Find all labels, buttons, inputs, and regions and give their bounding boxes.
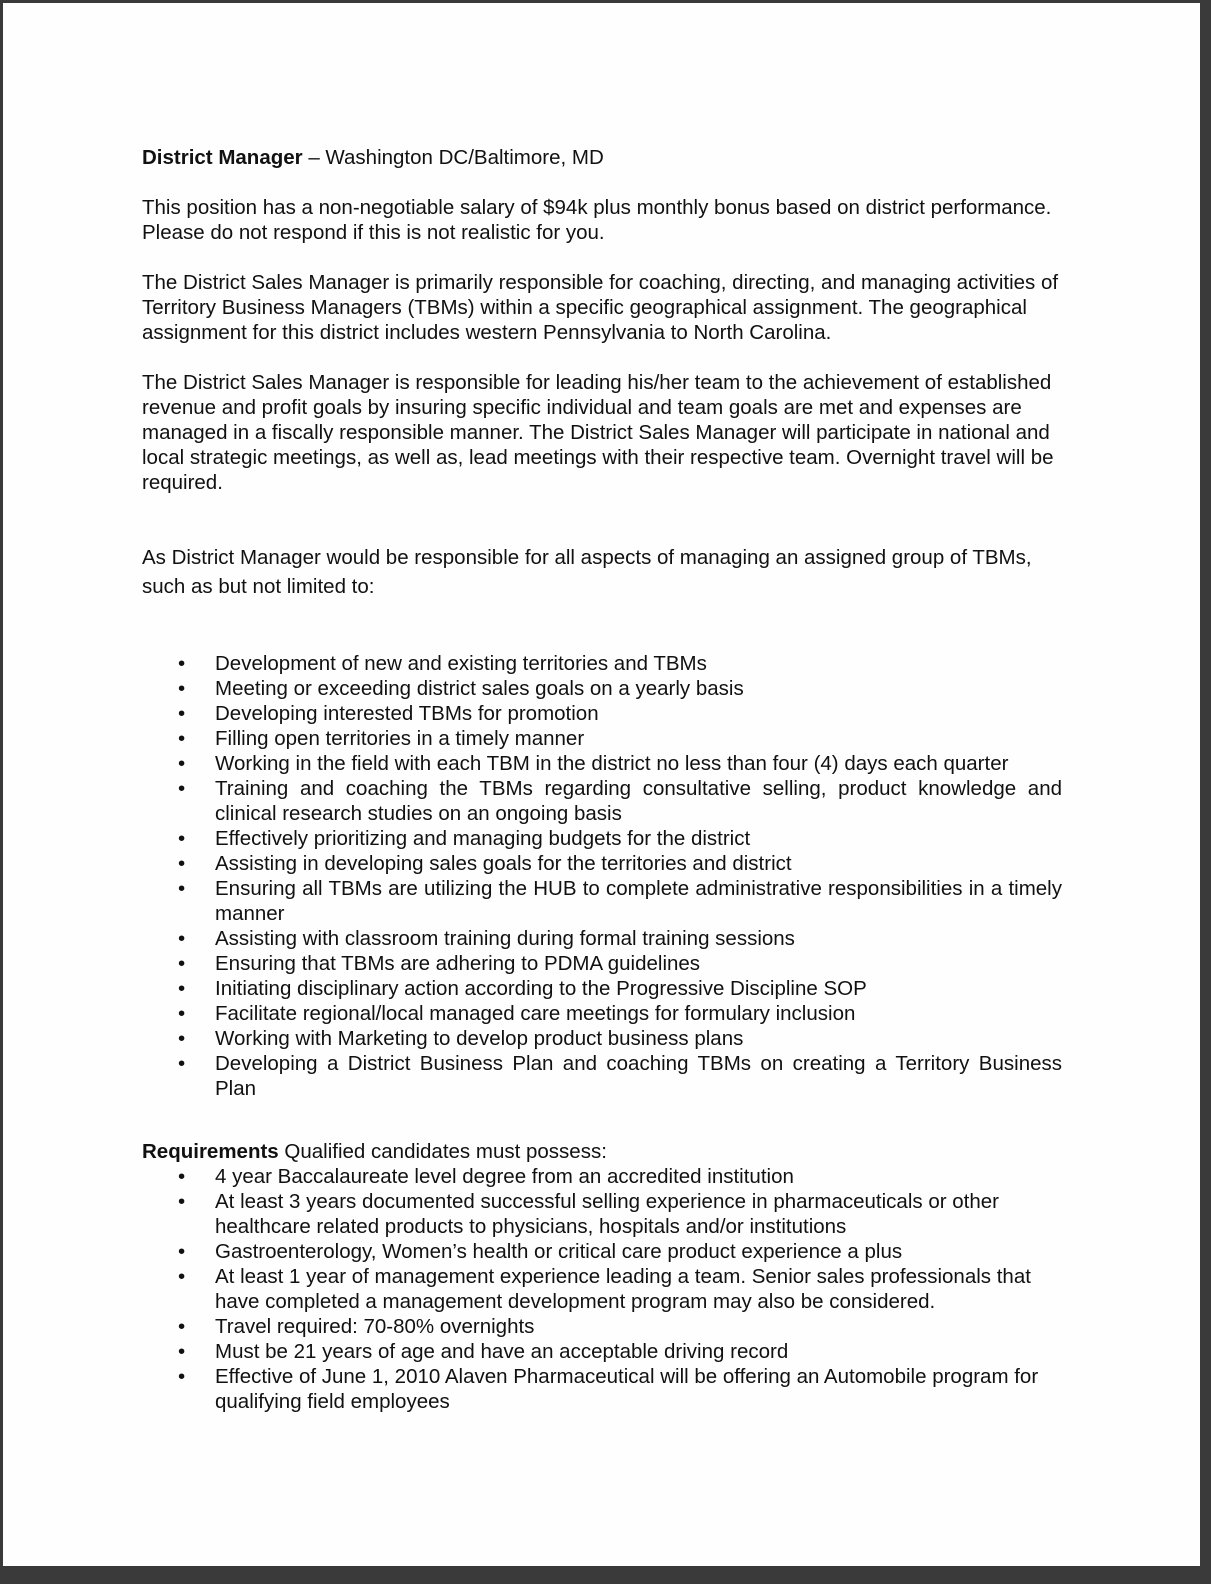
bullet-icon: •	[178, 827, 186, 850]
list-item: • Meeting or exceeding district sales goals on a yearly basis	[178, 677, 744, 700]
list-item: • Training and coaching the TBMs regarding consultative selling, product knowledge and clinical research studies on an ongoing basis	[178, 777, 1062, 825]
bullet-icon: •	[178, 1240, 186, 1263]
bullet-icon: •	[178, 927, 186, 950]
bullet-icon: •	[178, 1190, 186, 1213]
duties-list	[142, 651, 1062, 1101]
bullet-icon: •	[178, 977, 186, 1000]
list-item: • Developing a District Business Plan and coaching TBMs on creating a Territory Business Plan	[178, 1052, 1062, 1100]
bullet-icon: •	[178, 652, 186, 675]
list-item: • Travel required: 70-80% overnights	[178, 1315, 535, 1338]
list-item: • Development of new and existing territories and TBMs	[178, 652, 707, 675]
list-item: • Effective of June 1, 2010 Alaven Pharmaceutical will be offering an Automobile program for qualifying field employees	[178, 1365, 1039, 1413]
bullet-icon: •	[178, 1052, 186, 1075]
bullet-icon: •	[178, 1365, 186, 1388]
requirements-label: Requirements	[142, 1140, 279, 1163]
bullet-icon: •	[178, 1315, 186, 1338]
list-item: • Effectively prioritizing and managing budgets for the district	[178, 827, 751, 850]
list-item: • Filling open territories in a timely manner	[178, 727, 585, 750]
salary-paragraph: This position has a non-negotiable salary of $94k plus monthly bonus based on district performance. Please do not respond if this is not realistic for you.	[142, 196, 1052, 244]
list-item: • Ensuring that TBMs are adhering to PDMA guidelines	[178, 952, 701, 975]
job-title	[142, 145, 1062, 170]
job-title-location: – Washington DC/Baltimore, MD	[302, 146, 604, 169]
bullet-icon: •	[178, 952, 186, 975]
requirements-intro: Qualified candidates must possess:	[278, 1140, 607, 1163]
list-item: • Facilitate regional/local managed care meetings for formulary inclusion	[178, 1002, 856, 1025]
list-item: • Developing interested TBMs for promotion	[178, 702, 599, 725]
responsibility-paragraph: The District Sales Manager is responsible for leading his/her team to the achievement of established revenue and profit goals by insuring specific individual and team goals are met and expenses are managed in a fiscally responsible manner. The District Sales Manager will participate in national and local strategic meetings, as well as, lead meetings with their respective team. Overnight travel will be required.	[142, 371, 1054, 494]
list-item: • Working with Marketing to develop product business plans	[178, 1027, 744, 1050]
list-item: • Working in the field with each TBM in the district no less than four (4) days each quarter	[178, 752, 1009, 775]
bullet-icon: •	[178, 852, 186, 875]
document-content	[142, 145, 1062, 1414]
document-page	[3, 3, 1208, 1581]
job-title-role: District Manager	[142, 146, 303, 169]
bullet-icon: •	[178, 777, 186, 800]
bullet-icon: •	[178, 877, 186, 900]
bullet-icon: •	[178, 1265, 186, 1288]
requirements-heading	[142, 1139, 1062, 1164]
bullet-icon: •	[178, 1002, 186, 1025]
duties-intro-paragraph: As District Manager would be responsible for all aspects of managing an assigned group of TBMs, such as but not limited to:	[142, 546, 1032, 598]
list-item: • Must be 21 years of age and have an acceptable driving record	[178, 1340, 789, 1363]
bullet-icon: •	[178, 1165, 186, 1188]
list-item: • 4 year Baccalaureate level degree from an accredited institution	[178, 1165, 794, 1188]
bullet-icon: •	[178, 727, 186, 750]
bullet-icon: •	[178, 677, 186, 700]
bullet-icon: •	[178, 1340, 186, 1363]
list-item: • Initiating disciplinary action according to the Progressive Discipline SOP	[178, 977, 867, 1000]
requirements-list	[142, 1164, 1062, 1414]
list-item: • Ensuring all TBMs are utilizing the HUB to complete administrative responsibilities in a timely manner	[178, 877, 1062, 925]
list-item: • At least 1 year of management experience leading a team. Senior sales professionals that have completed a management development program may also be considered.	[178, 1265, 1031, 1313]
list-item: • Assisting with classroom training during formal training sessions	[178, 927, 795, 950]
bullet-icon: •	[178, 1027, 186, 1050]
role-summary-paragraph: The District Sales Manager is primarily responsible for coaching, directing, and managing activities of Territory Business Managers (TBMs) within a specific geographical assignment. The geographical assignment for this district includes western Pennsylvania to North Carolina.	[142, 271, 1059, 344]
list-item: • Gastroenterology, Women’s health or critical care product experience a plus	[178, 1240, 903, 1263]
list-item: • Assisting in developing sales goals for the territories and district	[178, 852, 792, 875]
bullet-icon: •	[178, 702, 186, 725]
list-item: • At least 3 years documented successful selling experience in pharmaceuticals or other healthcare related products to physicians, hospitals and/or institutions	[178, 1190, 999, 1238]
bullet-icon: •	[178, 752, 186, 775]
